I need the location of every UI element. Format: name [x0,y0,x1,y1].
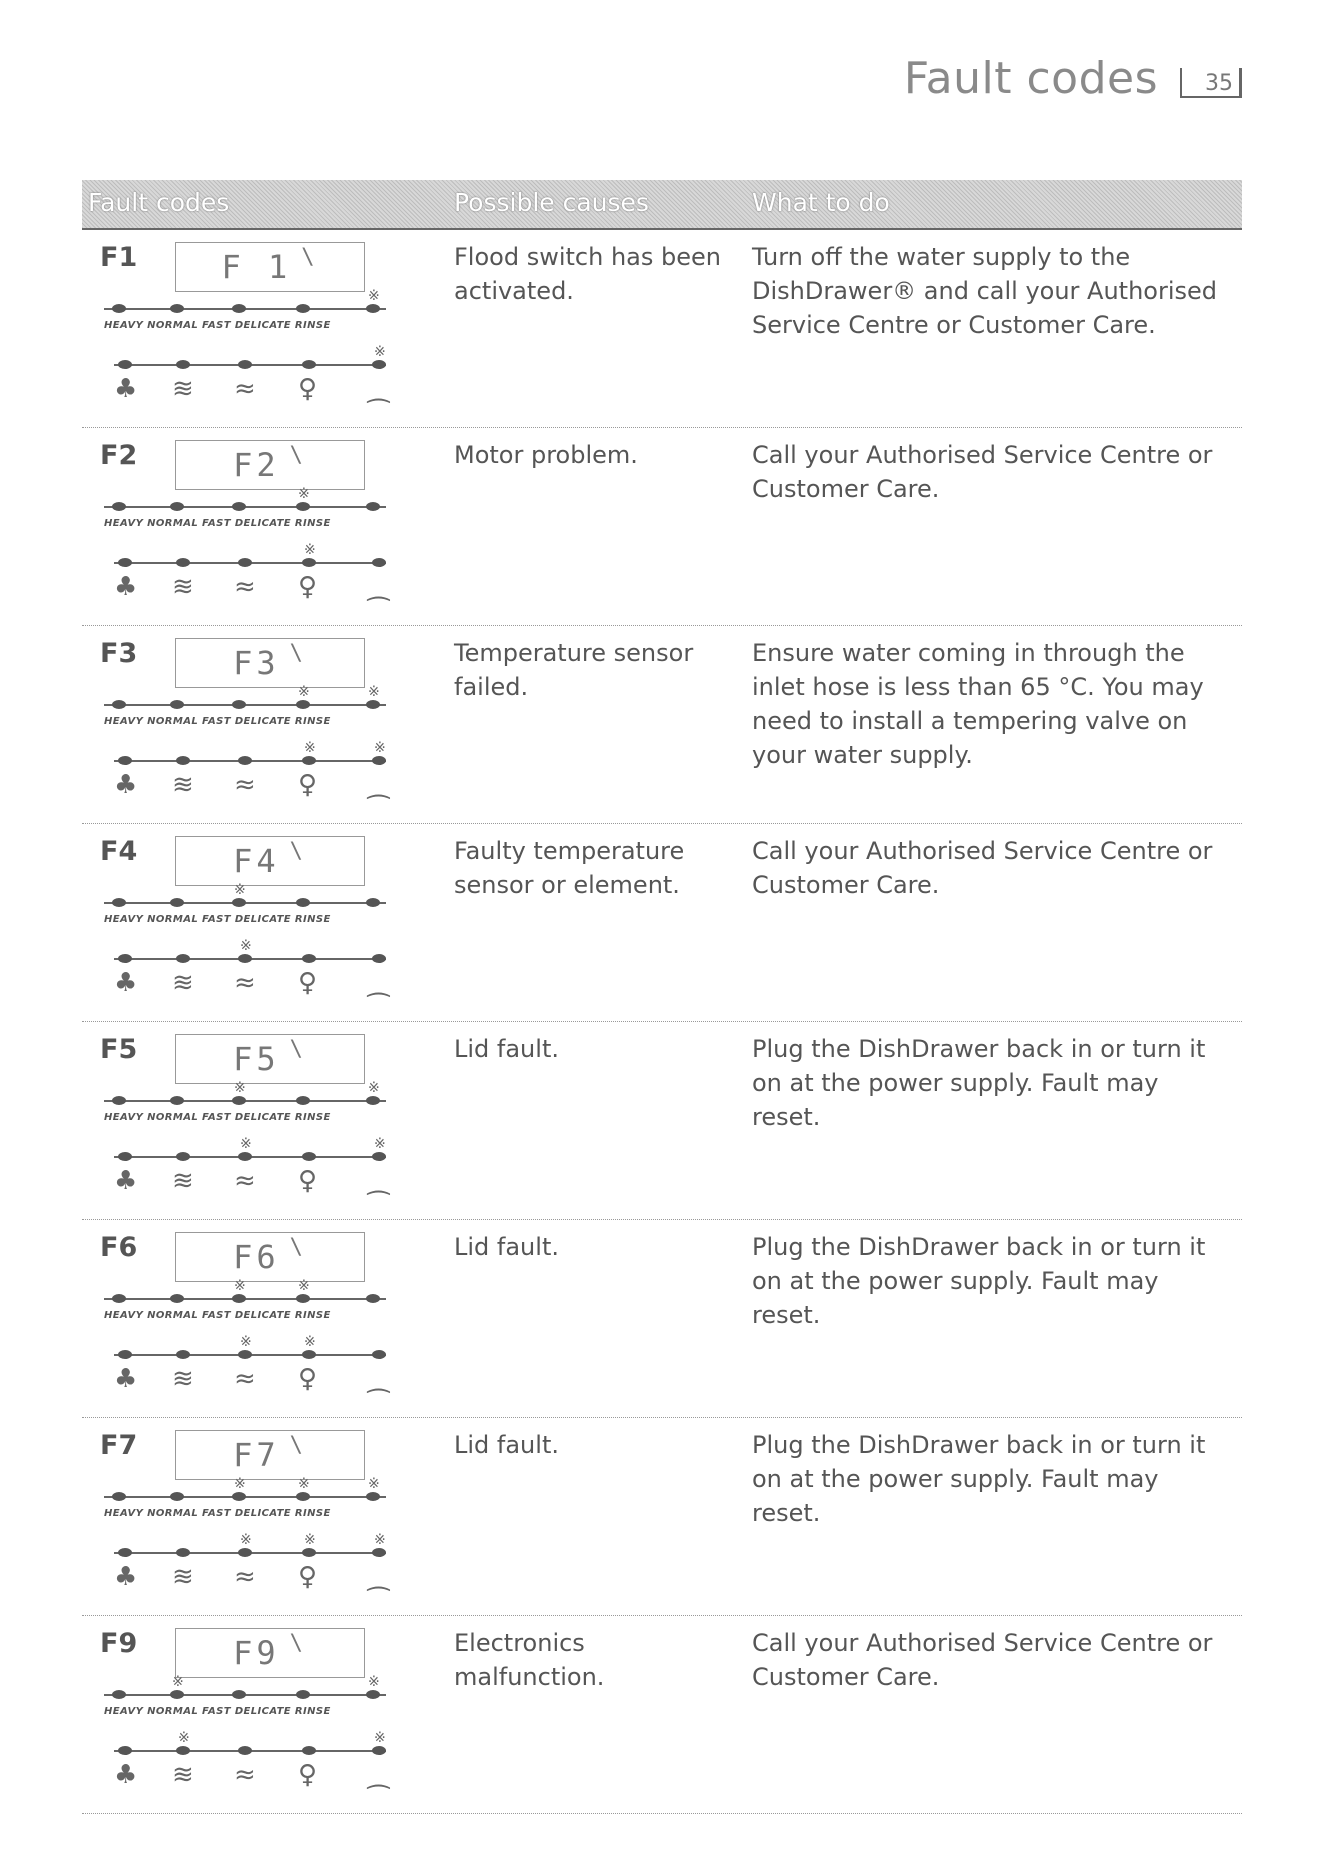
glass-icon: ♀ [298,1760,318,1790]
plate-icon: ≈ [234,1364,256,1394]
page-title: Fault codes [903,52,1158,104]
program-light-icon [366,1294,380,1303]
flashing-light-icon: ※ [298,486,310,502]
flashing-light-icon: ※ [374,1730,386,1746]
lcd-display [175,242,365,292]
glass-icon: ♀ [298,1562,318,1592]
dishes-icon: ≋ [172,770,194,800]
page-header [904,52,1242,104]
fault-code: F3 [100,638,138,669]
flashing-light-icon: ※ [368,288,380,304]
table-row [82,824,1242,1022]
dishes-icon: ≋ [172,1166,194,1196]
possible-cause: Lid fault. [454,1035,559,1063]
lcd-display-text: F2 [233,446,280,484]
fault-code: F6 [100,1232,138,1263]
what-to-do: Call your Authorised Service Centre or Customer Care. [752,441,1213,503]
glass-icon: ♀ [298,572,318,602]
program-light-icon [366,1096,380,1105]
program-indicator-labels [104,486,404,529]
program-light-icon [366,502,380,511]
program-light-icon [170,700,184,709]
program-light-icon [302,1548,316,1557]
lcd-display-text: F 1 [221,248,292,286]
lcd-indicator-icon: \ [289,1234,307,1260]
possible-cause: Lid fault. [454,1233,559,1261]
column-header-what-to-do: What to do [752,188,890,217]
program-indicator-labels [104,1080,404,1123]
program-labels: HEAVY NORMAL FAST DELICATE RINSE [104,1706,331,1717]
program-light-icon [176,1548,190,1557]
flashing-light-icon: ※ [298,1476,310,1492]
program-light-icon [118,954,132,963]
program-light-icon [372,1548,386,1557]
program-labels: HEAVY NORMAL FAST DELICATE RINSE [104,320,331,331]
program-indicator-labels [104,1674,404,1717]
program-light-icon [296,700,310,709]
lcd-indicator-icon: \ [289,1036,307,1062]
flashing-light-icon: ※ [240,938,252,954]
flashing-light-icon: ※ [240,1532,252,1548]
program-light-icon [118,1548,132,1557]
program-icons [104,770,404,802]
program-icons [104,1166,404,1198]
program-light-icon [112,1294,126,1303]
program-light-icon [366,1492,380,1501]
program-light-icon [232,502,246,511]
lcd-display-text: F9 [233,1634,280,1672]
table-row [82,1220,1242,1418]
dishes-icon: ≋ [172,1562,194,1592]
rinse-icon: ⁔ [368,374,389,404]
rinse-icon: ⁔ [368,770,389,800]
flashing-light-icon: ※ [374,740,386,756]
program-light-icon [372,756,386,765]
program-light-icon [232,1492,246,1501]
program-light-icon [366,1690,380,1699]
what-to-do: Call your Authorised Service Centre or Customer Care. [752,837,1213,899]
lcd-display [175,1034,365,1084]
program-light-icon [302,1746,316,1755]
program-icons [104,1562,404,1594]
pot-icon: ♣ [114,1562,138,1592]
program-light-icon [302,1350,316,1359]
glass-icon: ♀ [298,770,318,800]
program-light-icon [170,1096,184,1105]
program-light-icon [112,304,126,313]
program-labels: HEAVY NORMAL FAST DELICATE RINSE [104,716,331,727]
flashing-light-icon: ※ [240,1136,252,1152]
program-light-icon [176,1350,190,1359]
rinse-icon: ⁔ [368,1760,389,1790]
program-light-icon [296,1492,310,1501]
fault-code: F5 [100,1034,138,1065]
plate-icon: ≈ [234,1562,256,1592]
flashing-light-icon: ※ [234,1476,246,1492]
program-indicator-icons [104,1532,404,1594]
dishes-icon: ≋ [172,374,194,404]
possible-cause: Lid fault. [454,1431,559,1459]
program-light-icon [112,1492,126,1501]
plate-icon: ≈ [234,770,256,800]
program-labels: HEAVY NORMAL FAST DELICATE RINSE [104,1310,331,1321]
program-light-icon [118,558,132,567]
lcd-display-text: F4 [233,842,280,880]
pot-icon: ♣ [114,1364,138,1394]
plate-icon: ≈ [234,1760,256,1790]
flashing-light-icon: ※ [178,1730,190,1746]
flashing-light-icon: ※ [304,740,316,756]
program-light-icon [366,700,380,709]
program-icons [104,374,404,406]
program-light-icon [170,1690,184,1699]
flashing-light-icon: ※ [304,1532,316,1548]
flashing-light-icon: ※ [368,1080,380,1096]
possible-cause: Electronics malfunction. [454,1629,605,1691]
pot-icon: ♣ [114,572,138,602]
program-light-icon [238,954,252,963]
program-light-icon [238,1746,252,1755]
what-to-do: Turn off the water supply to the DishDrawer® and call your Authorised Service Centre or Customer Care. [752,243,1218,339]
what-to-do: Plug the DishDrawer back in or turn it on at the power supply. Fault may reset. [752,1035,1206,1131]
flashing-light-icon: ※ [374,1136,386,1152]
program-light-icon [118,1350,132,1359]
flashing-light-icon: ※ [240,1334,252,1350]
possible-cause: Faulty temperature sensor or element. [454,837,685,899]
fault-code: F2 [100,440,138,471]
program-light-icon [176,1152,190,1161]
program-light-icon [176,756,190,765]
program-light-icon [112,898,126,907]
lcd-indicator-icon: \ [289,1432,307,1458]
flashing-light-icon: ※ [234,882,246,898]
lcd-indicator-icon: \ [289,1630,307,1656]
program-light-icon [112,1690,126,1699]
program-light-icon [170,1492,184,1501]
lcd-display [175,836,365,886]
glass-icon: ♀ [298,1166,318,1196]
lcd-display [175,440,365,490]
program-light-icon [296,1294,310,1303]
lcd-display-text: F3 [233,644,280,682]
what-to-do: Plug the DishDrawer back in or turn it on at the power supply. Fault may reset. [752,1431,1206,1527]
program-light-icon [372,954,386,963]
program-light-icon [118,1746,132,1755]
column-header-possible-causes: Possible causes [454,188,649,217]
flashing-light-icon: ※ [374,1532,386,1548]
program-light-icon [112,700,126,709]
what-to-do: Call your Authorised Service Centre or Customer Care. [752,1629,1213,1691]
program-indicator-icons [104,740,404,802]
pot-icon: ♣ [114,1760,138,1790]
rinse-icon: ⁔ [368,968,389,998]
program-light-icon [372,1746,386,1755]
fault-code: F9 [100,1628,138,1659]
pot-icon: ♣ [114,374,138,404]
program-light-icon [232,700,246,709]
table-row [82,626,1242,824]
possible-cause: Motor problem. [454,441,638,469]
program-indicator-icons [104,1136,404,1198]
program-light-icon [238,1548,252,1557]
program-light-icon [302,756,316,765]
lcd-indicator-icon: \ [301,244,319,270]
program-icons [104,968,404,1000]
program-light-icon [170,898,184,907]
program-icons [104,572,404,604]
program-light-icon [296,304,310,313]
what-to-do: Ensure water coming in through the inlet hose is less than 65 °C. You may need to install a tempering valve on your water supply. [752,639,1204,769]
program-light-icon [296,502,310,511]
rinse-icon: ⁔ [368,1562,389,1592]
program-indicator-icons [104,938,404,1000]
program-icons [104,1760,404,1792]
table-row [82,230,1242,428]
lcd-display [175,1430,365,1480]
program-light-icon [176,1746,190,1755]
lcd-indicator-icon: \ [289,838,307,864]
program-light-icon [232,898,246,907]
flashing-light-icon: ※ [368,684,380,700]
possible-cause: Flood switch has been activated. [454,243,721,305]
program-light-icon [372,1350,386,1359]
dishes-icon: ≋ [172,968,194,998]
lcd-indicator-icon: \ [289,442,307,468]
flashing-light-icon: ※ [298,1278,310,1294]
pot-icon: ♣ [114,1166,138,1196]
program-icons [104,1364,404,1396]
lcd-display-text: F7 [233,1436,280,1474]
program-light-icon [366,304,380,313]
program-light-icon [232,1096,246,1105]
flashing-light-icon: ※ [172,1674,184,1690]
program-light-icon [302,360,316,369]
program-indicator-labels [104,1476,404,1519]
fault-code: F4 [100,836,138,867]
dishes-icon: ≋ [172,1364,194,1394]
program-light-icon [170,502,184,511]
program-light-icon [176,558,190,567]
program-labels: HEAVY NORMAL FAST DELICATE RINSE [104,1508,331,1519]
program-indicator-labels [104,1278,404,1321]
program-light-icon [296,898,310,907]
pot-icon: ♣ [114,968,138,998]
flashing-light-icon: ※ [304,1334,316,1350]
program-light-icon [238,558,252,567]
table-row [82,1616,1242,1814]
lcd-display [175,1628,365,1678]
program-light-icon [296,1096,310,1105]
program-light-icon [302,1152,316,1161]
program-labels: HEAVY NORMAL FAST DELICATE RINSE [104,518,331,529]
flashing-light-icon: ※ [368,1476,380,1492]
rinse-icon: ⁔ [368,1364,389,1394]
program-light-icon [170,304,184,313]
program-indicator-labels [104,288,404,331]
program-light-icon [372,1152,386,1161]
rinse-icon: ⁔ [368,1166,389,1196]
program-indicator-icons [104,1730,404,1792]
program-light-icon [176,360,190,369]
fault-code: F7 [100,1430,138,1461]
fault-code: F1 [100,242,138,273]
flashing-light-icon: ※ [234,1278,246,1294]
lcd-display [175,638,365,688]
table-header [82,180,1242,230]
program-light-icon [176,954,190,963]
glass-icon: ♀ [298,374,318,404]
program-indicator-labels [104,882,404,925]
possible-cause: Temperature sensor failed. [454,639,694,701]
program-light-icon [302,558,316,567]
program-light-icon [302,954,316,963]
program-indicator-icons [104,542,404,604]
dishes-icon: ≋ [172,572,194,602]
program-labels: HEAVY NORMAL FAST DELICATE RINSE [104,914,331,925]
lcd-display [175,1232,365,1282]
table-row [82,1418,1242,1616]
program-light-icon [232,1294,246,1303]
program-light-icon [238,360,252,369]
program-light-icon [232,304,246,313]
lcd-display-text: F6 [233,1238,280,1276]
program-light-icon [232,1690,246,1699]
program-light-icon [372,360,386,369]
plate-icon: ≈ [234,1166,256,1196]
pot-icon: ♣ [114,770,138,800]
flashing-light-icon: ※ [304,542,316,558]
program-light-icon [118,360,132,369]
glass-icon: ♀ [298,968,318,998]
rinse-icon: ⁔ [368,572,389,602]
plate-icon: ≈ [234,374,256,404]
glass-icon: ♀ [298,1364,318,1394]
program-light-icon [112,1096,126,1105]
flashing-light-icon: ※ [368,1674,380,1690]
lcd-indicator-icon: \ [289,640,307,666]
fault-table-body [82,230,1242,1814]
plate-icon: ≈ [234,572,256,602]
program-light-icon [372,558,386,567]
dishes-icon: ≋ [172,1760,194,1790]
page-number: 35 [1180,68,1242,98]
column-header-fault-codes: Fault codes [88,188,230,217]
program-light-icon [118,1152,132,1161]
program-light-icon [366,898,380,907]
table-row [82,1022,1242,1220]
program-light-icon [112,502,126,511]
program-light-icon [170,1294,184,1303]
flashing-light-icon: ※ [298,684,310,700]
program-light-icon [238,1152,252,1161]
flashing-light-icon: ※ [374,344,386,360]
program-indicator-icons [104,1334,404,1396]
program-light-icon [296,1690,310,1699]
program-light-icon [238,756,252,765]
flashing-light-icon: ※ [234,1080,246,1096]
program-light-icon [118,756,132,765]
program-indicator-labels [104,684,404,727]
program-light-icon [238,1350,252,1359]
program-indicator-icons [104,344,404,406]
program-labels: HEAVY NORMAL FAST DELICATE RINSE [104,1112,331,1123]
plate-icon: ≈ [234,968,256,998]
what-to-do: Plug the DishDrawer back in or turn it on at the power supply. Fault may reset. [752,1233,1206,1329]
lcd-display-text: F5 [233,1040,280,1078]
table-row [82,428,1242,626]
